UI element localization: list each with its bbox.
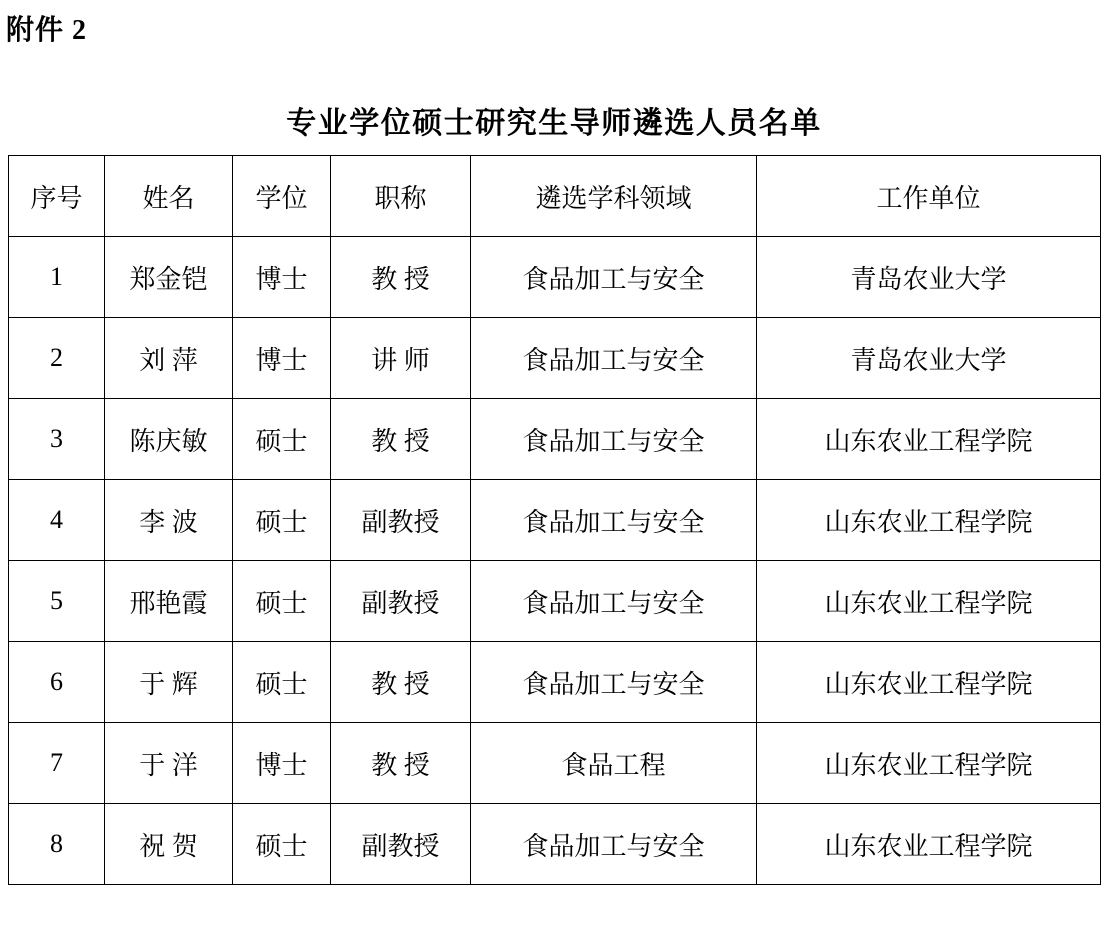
cell-no: 6: [9, 642, 105, 723]
cell-unit: 山东农业工程学院: [757, 480, 1101, 561]
cell-degree: 硕士: [233, 480, 331, 561]
cell-no: 2: [9, 318, 105, 399]
cell-no: 8: [9, 804, 105, 885]
cell-name: 祝 贺: [105, 804, 233, 885]
cell-no: 7: [9, 723, 105, 804]
cell-field: 食品加工与安全: [471, 399, 757, 480]
table-row: [9, 237, 1101, 318]
column-header-unit: 工作单位: [757, 156, 1101, 237]
cell-title: 教 授: [331, 723, 471, 804]
column-header-field: 遴选学科领域: [471, 156, 757, 237]
table-header-row: [9, 156, 1101, 237]
cell-name: 于 洋: [105, 723, 233, 804]
cell-title: 讲 师: [331, 318, 471, 399]
cell-field: 食品加工与安全: [471, 318, 757, 399]
cell-title: 教 授: [331, 399, 471, 480]
cell-degree: 硕士: [233, 561, 331, 642]
cell-unit: 青岛农业大学: [757, 318, 1101, 399]
attachment-label: 附件 2: [6, 15, 88, 46]
cell-unit: 山东农业工程学院: [757, 804, 1101, 885]
cell-degree: 博士: [233, 723, 331, 804]
cell-name: 郑金铠: [105, 237, 233, 318]
roster-table: [8, 155, 1101, 885]
table-row: [9, 399, 1101, 480]
cell-degree: 硕士: [233, 804, 331, 885]
cell-title: 教 授: [331, 642, 471, 723]
table-row: [9, 318, 1101, 399]
cell-no: 1: [9, 237, 105, 318]
cell-field: 食品加工与安全: [471, 480, 757, 561]
cell-degree: 硕士: [233, 642, 331, 723]
cell-name: 于 辉: [105, 642, 233, 723]
page-title: 专业学位硕士研究生导师遴选人员名单: [286, 107, 822, 140]
column-header-no: 序号: [9, 156, 105, 237]
cell-field: 食品加工与安全: [471, 237, 757, 318]
cell-title: 副教授: [331, 480, 471, 561]
cell-name: 陈庆敏: [105, 399, 233, 480]
cell-unit: 山东农业工程学院: [757, 399, 1101, 480]
cell-name: 李 波: [105, 480, 233, 561]
table-row: [9, 642, 1101, 723]
cell-no: 3: [9, 399, 105, 480]
cell-unit: 山东农业工程学院: [757, 561, 1101, 642]
cell-title: 副教授: [331, 804, 471, 885]
cell-field: 食品加工与安全: [471, 804, 757, 885]
table-row: [9, 561, 1101, 642]
cell-no: 4: [9, 480, 105, 561]
table-row: [9, 723, 1101, 804]
cell-title: 副教授: [331, 561, 471, 642]
cell-degree: 博士: [233, 237, 331, 318]
column-header-name: 姓名: [105, 156, 233, 237]
cell-degree: 硕士: [233, 399, 331, 480]
cell-unit: 山东农业工程学院: [757, 723, 1101, 804]
cell-no: 5: [9, 561, 105, 642]
cell-field: 食品工程: [471, 723, 757, 804]
column-header-title: 职称: [331, 156, 471, 237]
column-header-degree: 学位: [233, 156, 331, 237]
cell-degree: 博士: [233, 318, 331, 399]
cell-unit: 山东农业工程学院: [757, 642, 1101, 723]
cell-unit: 青岛农业大学: [757, 237, 1101, 318]
table-row: [9, 480, 1101, 561]
cell-title: 教 授: [331, 237, 471, 318]
cell-field: 食品加工与安全: [471, 642, 757, 723]
table-row: [9, 804, 1101, 885]
cell-field: 食品加工与安全: [471, 561, 757, 642]
cell-name: 刘 萍: [105, 318, 233, 399]
cell-name: 邢艳霞: [105, 561, 233, 642]
